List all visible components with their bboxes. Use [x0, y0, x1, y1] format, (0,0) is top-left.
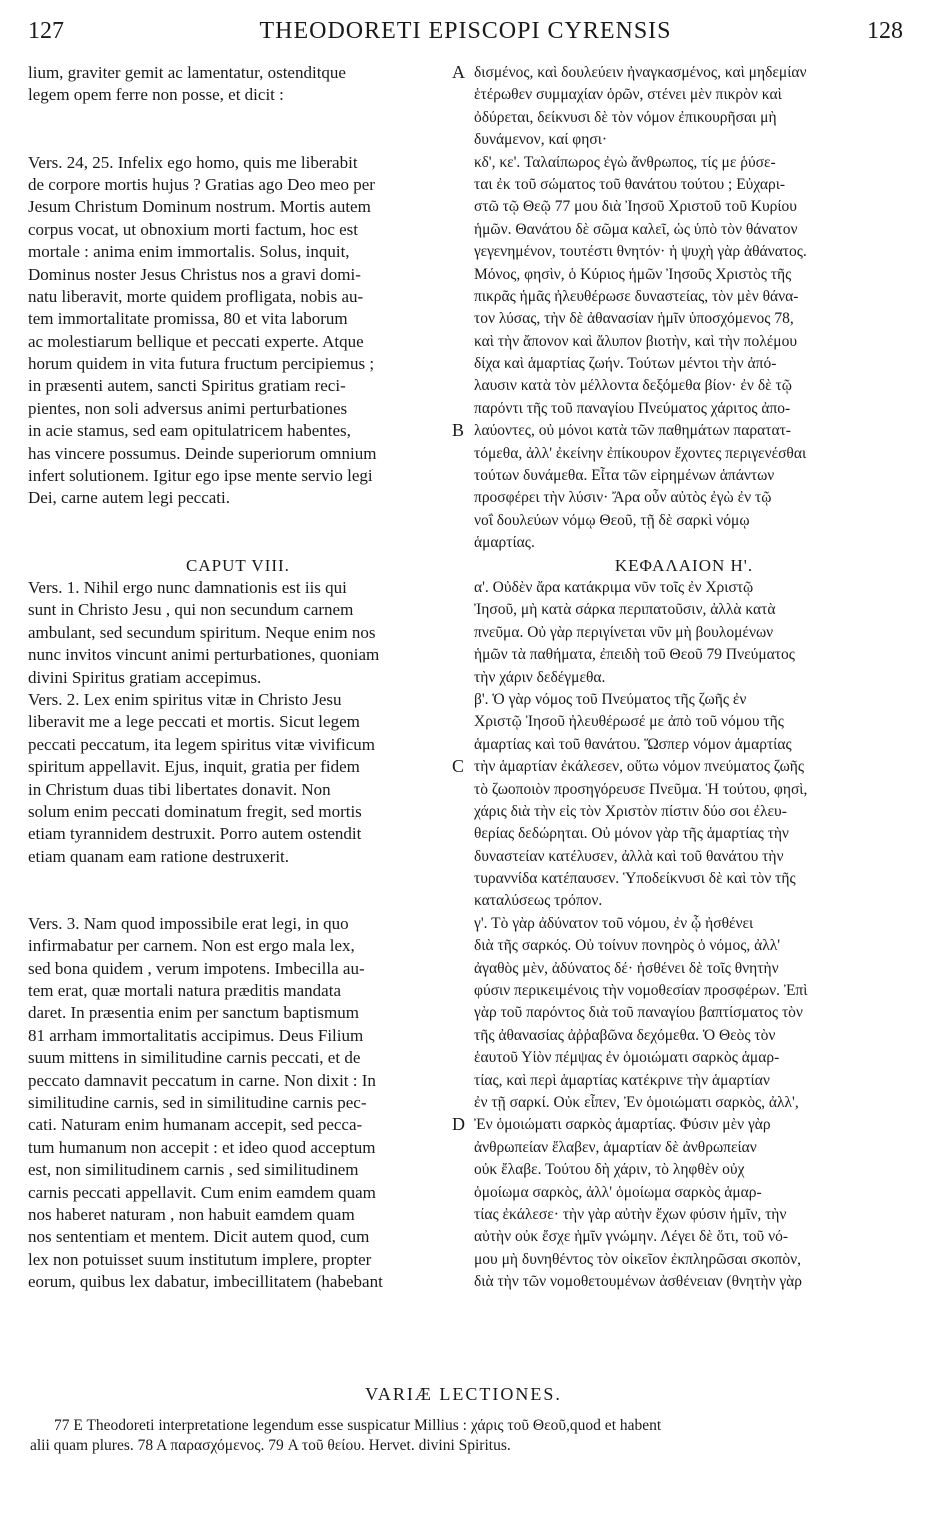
- text-line: λαυσιν κατὰ τὸν μέλλοντα δεξόμεθα βίον· ἐν δὲ τῷ: [474, 377, 792, 395]
- variae-lectiones-heading: VARIÆ LECTIONES.: [365, 1384, 562, 1404]
- text-line: cati. Naturam enim humanam accepit, sed pecca-: [28, 1115, 363, 1135]
- text-line: Vers. 2. Lex enim spiritus vitæ in Christo Jesu: [28, 689, 342, 709]
- text-line: διὰ τῆς σαρκός. Οὐ τοίνυν πονηρὸς ὁ νόμος, ἀλλ': [474, 937, 781, 955]
- text-line: οὐκ ἔλαβε. Τούτου δὴ χάριν, τὸ ληφθὲν οὐχ: [474, 1161, 745, 1179]
- text-line: τὴν ἁμαρτίαν ἐκάλεσεν, οὕτω νόμον πνεύματος ζωῆς: [474, 758, 805, 776]
- text-line: αὐτὴν οὐκ ἔσχε ἡμῖν γνώμην. Λέγει δὲ ὅτι, τοῦ νό-: [474, 1228, 789, 1246]
- chapter-heading: CAPUT VIII.: [186, 555, 290, 575]
- text-line: horum quidem in vita futura fructum percipiemus ;: [28, 354, 375, 374]
- text-line: ἀγαθὸς μὲν, ἀδύνατος δέ· ἠσθένει δὲ τοῖς θνητὴν: [474, 959, 779, 977]
- text-line: θερίας δεδώρηται. Οὐ μόνον γὰρ τῆς ἁμαρτίας τὴν: [474, 825, 789, 843]
- text-line: τον λύσας, τὴν δὲ ἀθανασίαν ἡμῖν ὑποσχόμενος 78,: [474, 310, 794, 328]
- text-line: tum humanum non accepit : et ideo quod acceptum: [28, 1137, 376, 1157]
- text-line: Dominus noster Jesus Christus nos a gravi domi-: [28, 264, 361, 284]
- text-line: β'. Ὁ γὰρ νόμος τοῦ Πνεύματος τῆς ζωῆς ἐν: [474, 690, 747, 708]
- text-line: προσφέρει τὴν λύσιν· Ἄρα οὖν αὐτὸς ἐγὼ ἐν τῷ: [474, 489, 772, 507]
- text-line: Vers. 3. Nam quod impossibile erat legi, in quo: [28, 913, 349, 933]
- text-line: χάρις διὰ τὴν εἰς τὸν Χριστὸν πίστιν δύο σοι ἐλευ-: [474, 802, 787, 820]
- text-line: τὸ ζωοποιὸν προσηγόρευσε Πνεῦμα. Ἡ τούτου, φησὶ,: [474, 780, 808, 798]
- text-line: τίας ἐκάλεσε· τὴν γὰρ αὐτὴν ἔχων φύσιν ἡμῖν, τὴν: [474, 1205, 787, 1223]
- text-line: similitudine carnis, sed in similitudine carnis pec-: [28, 1092, 367, 1112]
- blank-line: [28, 510, 448, 532]
- page-number-left: 127: [28, 18, 64, 44]
- text-line: καταλύσεως τρόπον.: [474, 892, 603, 910]
- text-line: στῶ τῷ Θεῷ 77 μου διὰ Ἰησοῦ Χριστοῦ τοῦ Κυρίου: [474, 198, 797, 216]
- text-line: ἁμαρτίας.: [474, 534, 535, 552]
- text-line: ἀνθρωπείαν ἔλαβεν, ἁμαρτίαν δὲ ἀνθρωπείαν: [474, 1138, 757, 1156]
- text-line: de corpore mortis hujus ? Gratias ago Deo meo per: [28, 174, 375, 194]
- text-line: ἐν τῇ σαρκί. Οὐκ εἶπεν, Ἐν ὁμοιώματι σαρκὸς, ἀλλ',: [474, 1093, 799, 1111]
- chapter-heading: ΚΕΦΑΛΑΙΟΝ Η'.: [614, 555, 754, 575]
- text-line: ἡμῶν τὰ παθήματα, ἐπειδὴ τοῦ Θεοῦ 79 Πνεύματος: [474, 646, 795, 664]
- running-title: THEODORETI EPISCOPI CYRENSIS: [259, 18, 672, 44]
- text-line: etiam tyrannidem destruxit. Porro autem ostendit: [28, 824, 362, 844]
- text-line: τίας, καὶ περὶ ἁμαρτίας κατέκρινε τὴν ἁμαρτίαν: [474, 1071, 770, 1089]
- text-line: Μόνος, φησὶν, ὁ Κύριος ἡμῶν Ἰησοῦς Χριστὸς τῆς: [474, 265, 792, 283]
- text-line: suum mittens in similitudine carnis peccati, et de: [28, 1048, 361, 1068]
- blank-line: [28, 868, 448, 890]
- text-line: pientes, non soli adversus animi perturbationes: [28, 398, 348, 418]
- text-line: παρόντι τῆς τοῦ παναγίου Πνεύματος χάριτος ἀπο-: [474, 399, 791, 417]
- text-line: est, non similitudinem carnis , sed similitudinem: [28, 1160, 359, 1180]
- text-line: eorum, quibus lex dabatur, imbecillitatem (habebant: [28, 1272, 383, 1292]
- text-line: Χριστῷ Ἰησοῦ ἠλευθέρωσέ με ἀπὸ τοῦ νόμου τῆς: [474, 713, 784, 731]
- text-line: mortale : anima enim immortalis. Solus, inquit,: [28, 242, 350, 262]
- text-line: τὴν χάριν δεδέγμεθα.: [474, 668, 606, 686]
- text-line: δισμένος, καὶ δουλεύειν ἠναγκασμένος, καὶ μηδεμίαν: [474, 64, 807, 81]
- text-line: sed bona quidem , verum impotens. Imbecilla au-: [28, 958, 365, 978]
- text-line: λαύοντες, οὐ μόνοι κατὰ τῶν παθημάτων παρατατ-: [474, 422, 791, 440]
- text-line: tem immortalitate promissa, 80 et vita laborum: [28, 309, 348, 329]
- text-line: ἁμαρτίας καὶ τοῦ θανάτου. Ὥσπερ νόμον ἁμαρτίας: [474, 735, 792, 753]
- text-line: nos sententiam et mentem. Dicit autem quod, cum: [28, 1227, 370, 1247]
- page-number-right: 128: [867, 18, 903, 44]
- text-line: μου μὴ δυνηθέντος τὸν οἰκεῖον ἐκπληρῶσαι σκοπὸν,: [474, 1250, 801, 1268]
- footnotes: [30, 1416, 890, 1456]
- text-line: nos haberet naturam , non habuit eamdem quam: [28, 1204, 355, 1224]
- text-line: διὰ τὴν τῶν νομοθετουμένων ἀσθένειαν (θνητὴν γὰρ: [474, 1273, 803, 1291]
- blank-line: [28, 129, 448, 151]
- text-line: carnis peccati appellavit. Cum enim eamdem quam: [28, 1182, 376, 1202]
- text-line: δυνάμενον, καί φησι·: [474, 131, 608, 149]
- text-line: lex non potuisset suum institutum implere, propter: [28, 1249, 372, 1269]
- text-line: Dei, carne autem legi peccati.: [28, 488, 230, 508]
- text-line: liberavit me a lege peccati et mortis. Sicut legem: [28, 712, 360, 732]
- text-line: in præsenti autem, sancti Spiritus gratiam reci-: [28, 376, 346, 396]
- text-line: daret. In præsentia enim per sanctum baptismum: [28, 1003, 359, 1023]
- text-line: ἑαυτοῦ Υἱὸν πέμψας ἐν ὁμοιώματι σαρκὸς ἁμαρ-: [474, 1049, 780, 1067]
- text-line: καὶ τὴν ἄπονον καὶ ἄλυπον βιοτὴν, καὶ τὴν πολέμου: [474, 332, 798, 350]
- text-line: πνεῦμα. Οὐ γὰρ περιγίνεται νῦν μὴ βουλομένων: [474, 623, 774, 641]
- footnote-line: 77 E Theodoreti interpretatione legendum esse suspicatur Millius : χάρις τοῦ Θεοῦ,quod et habent: [54, 1417, 662, 1434]
- text-line: legem opem ferre non posse, et dicit :: [28, 85, 284, 105]
- text-line: in Christum duas tibi libertates donavit. Non: [28, 779, 331, 799]
- text-line: πικρᾶς ἡμᾶς ἠλευθέρωσε δυναστείας, τὸν μὲν θάνα-: [474, 287, 799, 305]
- text-line: τούτων δυνάμεθα. Εἶτα τῶν εἰρημένων ἁπάντων: [474, 467, 775, 485]
- blank-line: [28, 532, 448, 554]
- text-line: divini Spiritus gratiam accepimus.: [28, 667, 262, 687]
- text-line: in acie stamus, sed eam opitulatricem habentes,: [28, 421, 351, 441]
- text-line: τυραννίδα κατέπαυσεν. Ὑποδείκνυσι δὲ καὶ τὸν τῆς: [474, 870, 796, 888]
- text-line: Vers. 1. Nihil ergo nunc damnationis est iis qui: [28, 577, 347, 597]
- text-line: solum enim peccati dominatum fregit, sed mortis: [28, 801, 362, 821]
- text-line: δίχα καὶ ἁμαρτίας ζωήν. Τούτων μέντοι τὴν ἀπό-: [474, 355, 777, 373]
- text-line: ἡμῶν. Θανάτου δὲ σῶμα καλεῖ, ὡς ὑπὸ τὸν θάνατον: [474, 220, 798, 238]
- section-marker-c: C: [452, 756, 465, 776]
- text-line: δυναστείαν κατέλυσεν, ἀλλὰ καὶ τοῦ θανάτου τὴν: [474, 847, 784, 865]
- latin-column: [28, 62, 448, 1293]
- text-line: ἑτέρωθεν συμμαχίαν ὁρῶν, στένει μὲν πικρὸν καὶ: [474, 86, 782, 104]
- page-header: [28, 18, 903, 58]
- text-line: γὰρ τοῦ παρόντος διὰ τοῦ παναγίου βαπτίσματος τὸν: [474, 1004, 803, 1022]
- text-line: α'. Οὐδὲν ἄρα κατάκριμα νῦν τοῖς ἐν Χριστῷ: [474, 578, 754, 596]
- text-line: corpus vocat, ut obnoxium morti factum, hoc est: [28, 219, 359, 239]
- section-marker-d: D: [452, 1114, 465, 1134]
- text-line: φύσιν περικειμένοις τὴν νομοθεσίαν προσφέρων. Ἐπὶ: [474, 982, 808, 1000]
- text-line: natu liberavit, morte quidem profligata, nobis au-: [28, 286, 364, 306]
- text-line: peccato damnavit peccatum in carne. Non dixit : In: [28, 1070, 376, 1090]
- text-line: spiritum appellavit. Ejus, inquit, gratia per fidem: [28, 757, 360, 777]
- text-line: infirmabatur per carnem. Non est ergo mala lex,: [28, 936, 355, 956]
- text-line: peccati peccatum, ita legem spiritus vitæ vivificum: [28, 734, 375, 754]
- text-line: nunc invitos vincunt animi perturbationes, quoniam: [28, 645, 380, 665]
- text-line: etiam quanam eam ratione destruxerit.: [28, 846, 290, 866]
- text-line: 81 arrham immortalitatis accipimus. Deus Filium: [28, 1025, 364, 1045]
- text-line: τόμεθα, ἀλλ' ἐκείνην ἐπίκουρον ἔχοντες περιγενέσθαι: [474, 444, 807, 462]
- text-line: γεγενημένον, τουτέστι θνητόν· ἡ ψυχὴ γὰρ ἀθάνατος.: [474, 243, 807, 261]
- text-line: Jesum Christum Dominum nostrum. Mortis autem: [28, 197, 371, 217]
- text-line: Ἰησοῦ, μὴ κατὰ σάρκα περιπατοῦσιν, ἀλλὰ κατὰ: [474, 601, 776, 619]
- text-line: Ἐν ὁμοιώματι σαρκὸς ἁμαρτίας. Φύσιν μὲν γὰρ: [474, 1116, 771, 1134]
- text-line: νοΐ δουλεύων νόμῳ Θεοῦ, τῇ δὲ σαρκὶ νόμῳ: [474, 511, 750, 529]
- text-line: ὁμοίωμα σαρκὸς, ἀλλ' ὁμοίωμα σαρκὸς ἁμαρ-: [474, 1183, 762, 1201]
- text-line: ac molestiarum bellique et peccati experte. Atque: [28, 331, 364, 351]
- section-marker-b: B: [452, 420, 465, 440]
- text-line: ὀδύρεται, δείκνυσι δὲ τὸν νόμον ἐπικουρῆσαι μὴ: [474, 108, 777, 126]
- greek-column: [474, 62, 894, 1293]
- text-line: γ'. Τὸ γὰρ ἀδύνατον τοῦ νόμου, ἐν ᾧ ἠσθένει: [474, 914, 754, 932]
- text-line: τῆς ἀθανασίας ἀῤῥαβῶνα δεχόμεθα. Ὁ Θεὸς τὸν: [474, 1026, 776, 1044]
- text-line: ambulant, sed secundum spiritum. Neque enim nos: [28, 622, 376, 642]
- text-line: sunt in Christo Jesu , qui non secundum carnem: [28, 600, 354, 620]
- blank-line: [28, 890, 448, 912]
- footnote-line: alii quam plures. 78 A παρασχόμενος. 79 A τοῦ θείου. Hervet. divini Spiritus.: [30, 1437, 511, 1454]
- text-line: Vers. 24, 25. Infelix ego homo, quis me liberabit: [28, 152, 358, 172]
- text-line: ται ἐκ τοῦ σώματος τοῦ θανάτου τούτου ; Εὐχαρι-: [474, 175, 786, 193]
- text-line: infert solutionem. Igitur ego ipse mente servio legi: [28, 466, 373, 486]
- text-line: lium, graviter gemit ac lamentatur, ostenditque: [28, 63, 346, 82]
- text-line: κδ', κε'. Ταλαίπωρος ἐγὼ ἄνθρωπος, τίς με ῥύσε-: [474, 153, 776, 171]
- text-line: tem erat, quæ mortali natura præditis mandata: [28, 981, 341, 1001]
- section-marker-a: A: [452, 62, 465, 82]
- blank-line: [28, 107, 448, 129]
- text-line: has vincere possumus. Deinde superiorum omnium: [28, 443, 377, 463]
